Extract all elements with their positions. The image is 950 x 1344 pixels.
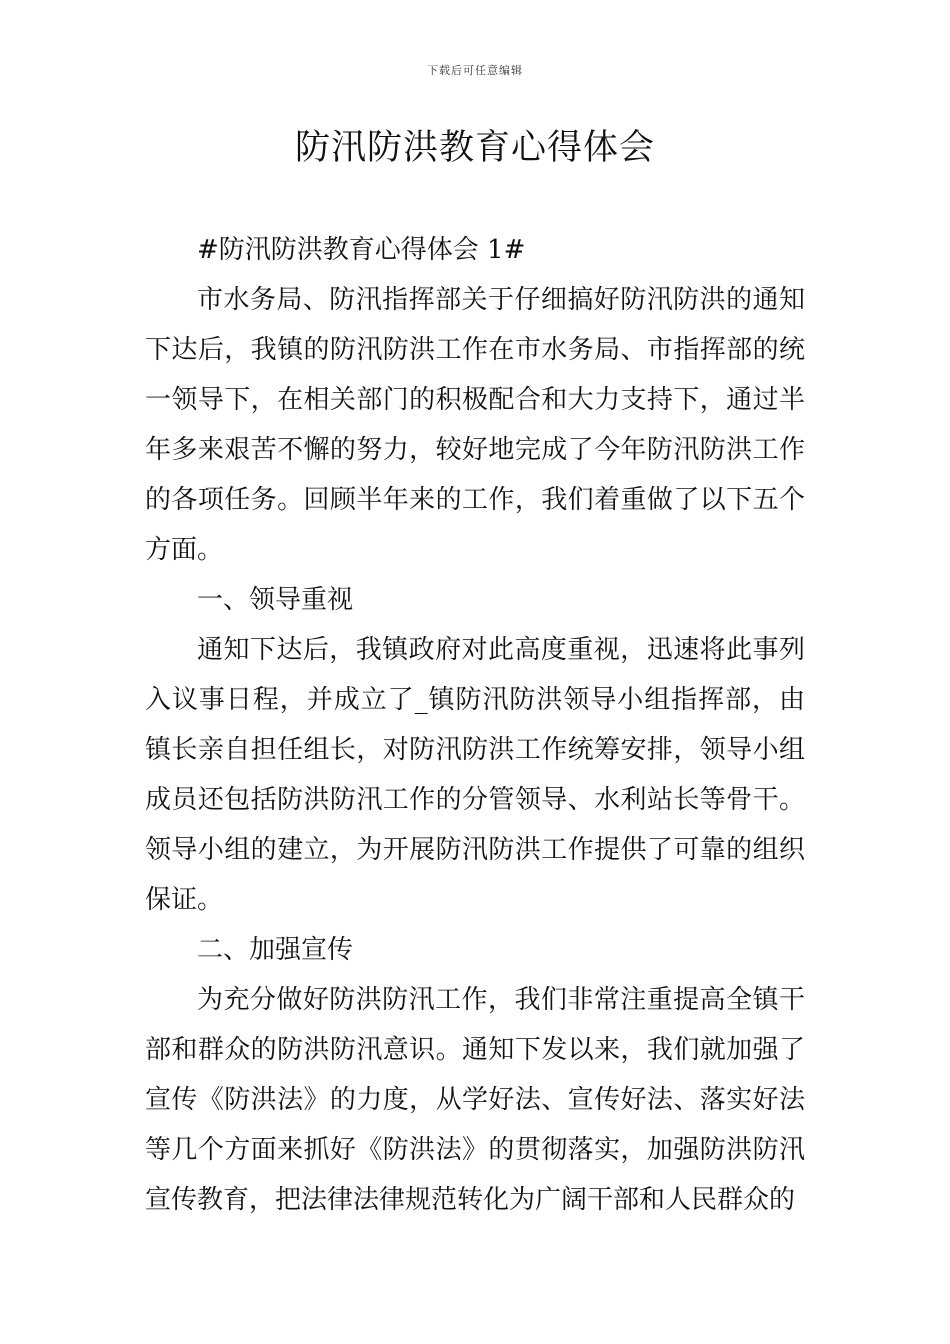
paragraph-leadership: 通知下达后，我镇政府对此高度重视，迅速将此事列入议事日程，并成立了_镇防汛防洪领导小组指挥部，由镇长亲自担任组长，对防汛防洪工作统筹安排，领导小组成员还包括防洪防汛工作的分管领导、水利站长等骨干。领导小组的建立，为开展防汛防洪工作提供了可靠的组织保证。 <box>145 635 805 915</box>
header-note: 下载后可任意编辑 <box>427 64 523 77</box>
section-heading-1: #防汛防洪教育心得体会 1# <box>197 235 526 265</box>
document-title: 防汛防洪教育心得体会 <box>294 128 655 168</box>
section-heading-leadership: 一、领导重视 <box>197 585 354 615</box>
paragraph-publicity: 为充分做好防洪防汛工作，我们非常注重提高全镇干部和群众的防洪防汛意识。通知下发以来，我们就加强了宣传《防洪法》的力度，从学好法、宣传好法、落实好法等几个方面来抓好《防洪法》的贯彻落实，加强防洪防汛宣传教育，把法律法律规范转化为广阔干部和人民群众的 <box>145 985 805 1215</box>
paragraph-intro: 市水务局、防汛指挥部关于仔细搞好防汛防洪的通知下达后，我镇的防汛防洪工作在市水务局、市指挥部的统一领导下，在相关部门的积极配合和大力支持下，通过半年多来艰苦不懈的努力，较好地完成了今年防汛防洪工作的各项任务。回顾半年来的工作，我们着重做了以下五个方面。 <box>145 285 805 565</box>
section-heading-publicity: 二、加强宣传 <box>197 935 354 965</box>
document-body <box>145 225 805 1225</box>
